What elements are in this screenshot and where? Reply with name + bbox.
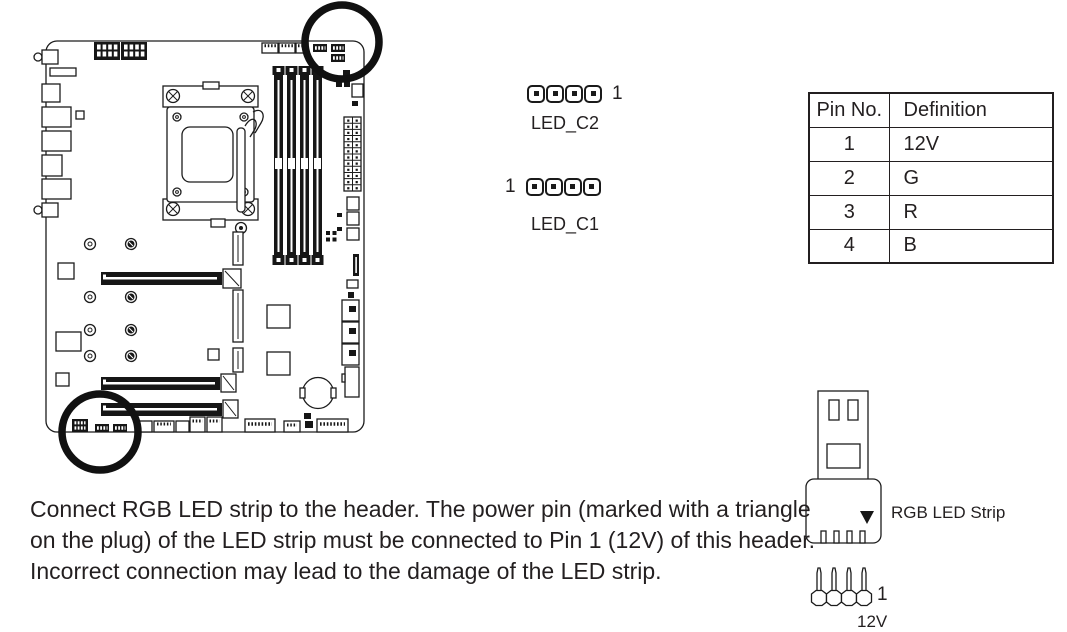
strip-plug (806, 391, 881, 543)
header-12v-label: 12V (857, 612, 888, 631)
pin-box (583, 178, 601, 196)
led-c1-pin-diagram (505, 177, 601, 196)
pin-box (545, 178, 563, 196)
definition-cell: R (889, 195, 1053, 229)
pin-box (564, 178, 582, 196)
definition-cell: G (889, 161, 1053, 195)
instruction-line: on the plug) of the LED strip must be connected to Pin 1 (12V) of this header. (30, 527, 816, 553)
table-row (809, 229, 1053, 263)
table-header-row (809, 93, 1053, 127)
led-c1-pin1-marker: 1 (505, 176, 516, 197)
led-c1-label: LED_C1 (530, 214, 600, 234)
pin-no-cell: 1 (809, 127, 889, 161)
pin-box (527, 85, 545, 103)
col-header-definition: Definition (889, 93, 1053, 127)
top-fan-headers (262, 43, 308, 53)
m2-slots (233, 232, 243, 372)
rgb-strip-figure-label: RGB LED Strip (891, 503, 1006, 522)
col-header-pin-no: Pin No. (809, 93, 889, 127)
pin-definition-table (808, 92, 1054, 264)
pin-no-cell: 3 (809, 195, 889, 229)
led-c2-pin1-marker: 1 (612, 83, 623, 104)
instruction-paragraph (30, 494, 815, 587)
table-row (809, 161, 1053, 195)
board-pin-header (812, 568, 872, 606)
header-pin1-marker: 1 (877, 584, 888, 605)
pin-box (565, 85, 583, 103)
instruction-line: Connect RGB LED strip to the header. The power pin (marked with a triangle (30, 496, 811, 522)
pin-box (546, 85, 564, 103)
sata-connectors (342, 300, 359, 397)
definition-cell: B (889, 229, 1053, 263)
motherboard-diagram (0, 0, 480, 480)
table-row (809, 195, 1053, 229)
instruction-line: Incorrect connection may lead to the damage of the LED strip. (30, 558, 662, 584)
pin-box (526, 178, 544, 196)
table-row (809, 127, 1053, 161)
cpu-socket (163, 82, 263, 227)
pin-box (584, 85, 602, 103)
pin-no-cell: 2 (809, 161, 889, 195)
led-c2-label: LED_C2 (530, 113, 600, 133)
led-c2-pin-diagram (527, 84, 623, 103)
pin-no-cell: 4 (809, 229, 889, 263)
atx-24pin-connector (344, 117, 361, 191)
definition-cell: 12V (889, 127, 1053, 161)
